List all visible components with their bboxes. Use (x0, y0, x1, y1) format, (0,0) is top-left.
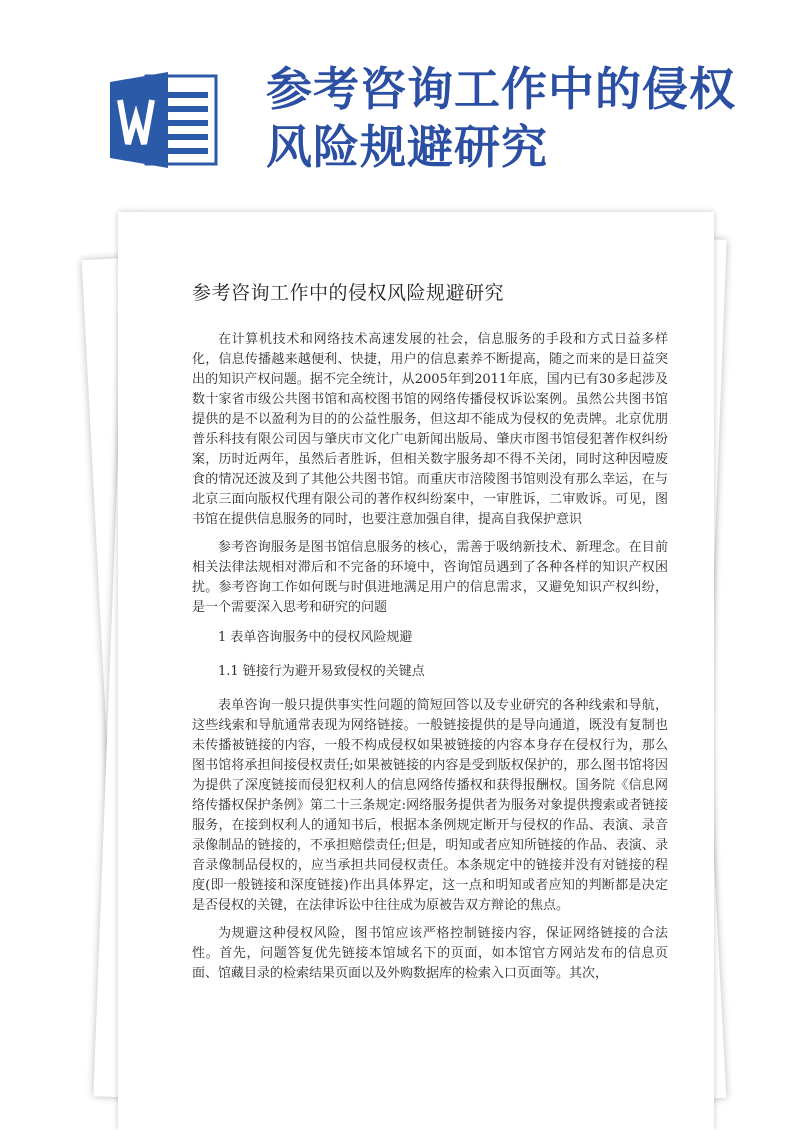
header-title: 参考咨询工作中的侵权风险规避研究 (266, 62, 736, 174)
word-document-icon (108, 68, 220, 172)
document-page (118, 212, 714, 1130)
paragraph: 为规避这种侵权风险，图书馆应该严格控制链接内容，保证网络链接的合法性。首先，问题答复优先链接本馆域名下的页面，如本馆官方网站发布的信息页面、馆藏目录的检索结果页面以及外购数据库的检索入口页面等。其次， (192, 926, 668, 981)
document-body (192, 330, 668, 992)
paragraph: 参考咨询服务是图书馆信息服务的核心，需善于吸纳新技术、新理念。在目前相关法律法规相对滞后和不完备的环境中，咨询馆员遇到了各种各样的知识产权困扰。参考咨询工作如何既与时俱进地满足用户的信息需求，又避免知识产权纠纷，是一个需要深入思考和研究的问题 (192, 540, 668, 615)
paragraph: 在计算机技术和网络技术高速发展的社会，信息服务的手段和方式日益多样化，信息传播越来越便利、快捷，用户的信息素养不断提高，随之而来的是日益突出的知识产权问题。据不完全统计，从2005年到2011年底，国内已有30多起涉及数十家省市级公共图书馆和高校图书馆的网络传播侵权诉讼案例。虽然公共图书馆提供的是不以盈利为目的的公益性服务，但这却不能成为侵权的免责牌。北京优朋普乐科技有限公司因与肇庆市文化广电新闻出版局、肇庆市图书馆侵犯著作权纠纷案，历时近两年，虽然后者胜诉，但相关数字服务却不得不关闭，同时这种因噎废食的情况还波及到了其他公共图书馆。而重庆市涪陵图书馆则没有那么幸运，在与北京三面向版权代理有限公司的著作权纠纷案中，一审胜诉，二审败诉。可见，图书馆在提供信息服务的同时，也要注意加强自律，提高自我保护意识 (192, 332, 668, 527)
header (0, 0, 800, 200)
section-heading: 1 表单咨询服务中的侵权风险规避 (218, 630, 413, 645)
paragraph: 表单咨询一般只提供事实性问题的简短回答以及专业研究的各种线索和导航，这些线索和导航通常表现为网络链接。一般链接提供的是导向通道，既没有复制也未传播被链接的内容，一般不构成侵权如果被链接的内容本身存在侵权行为，那么图书馆将承担间接侵权责任;如果被链接的内容是受到版权保护的，那么图书馆将因为提供了深度链接而侵犯权利人的信息网络传播权和获得报酬权。国务院《信息网络传播权保护条例》第二十三条规定:网络服务提供者为服务对象提供搜索或者链接服务，在接到权利人的通知书后，根据本条例规定断开与侵权的作品、表演、录音录像制品的链接的，不承担赔偿责任;但是，明知或者应知所链接的作品、表演、录音录像制品侵权的，应当承担共同侵权责任。本条规定中的链接并没有对链接的程度(即一般链接和深度链接)作出具体界定，这一点和明知或者应知的判断都是决定是否侵权的关键，在法律诉讼中往往成为原被告双方辩论的焦点。 (192, 698, 668, 913)
document-title: 参考咨询工作中的侵权风险规避研究 (192, 282, 505, 304)
subsection-heading: 1.1 链接行为避开易致侵权的关键点 (218, 664, 425, 679)
